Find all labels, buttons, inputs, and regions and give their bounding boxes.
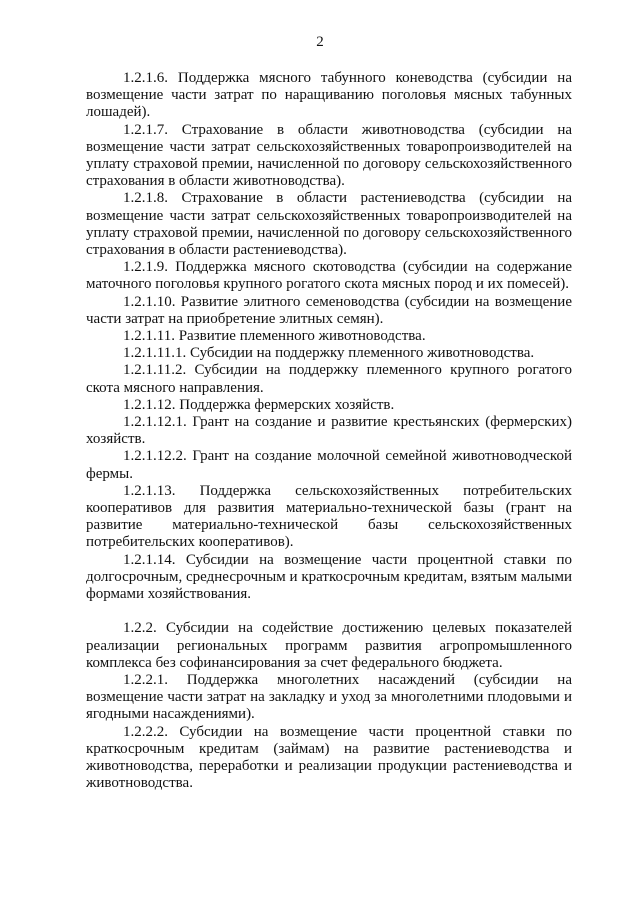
page-number: 2	[316, 34, 324, 50]
paragraph-1-2-1-12-2: 1.2.1.12.2. Грант на создание молочной семейной животноводческой фермы.	[86, 448, 572, 482]
paragraph-1-2-1-12: 1.2.1.12. Поддержка фермерских хозяйств.	[123, 396, 395, 413]
paragraph-1-2-1-7: 1.2.1.7. Страхование в области животноводства (субсидии на возмещение части затрат сельскохозяйственных товаропроизводителей на уплату страховой премии, начисленной по договору сельскохозяйственного страхования в области животноводства).	[86, 121, 572, 190]
paragraph-1-2-2: 1.2.2. Субсидии на содействие достижению целевых показателей реализации региональных программ развития агропромышленного комплекса без софинансирования за счет федерального бюджета.	[86, 620, 572, 671]
paragraph-1-2-1-11: 1.2.1.11. Развитие племенного животноводства.	[123, 328, 426, 345]
paragraph-1-2-1-13: 1.2.1.13. Поддержка сельскохозяйственных потребительских кооперативов для развития материально-технической базы (грант на развитие материально-технической базы сельскохозяйственных потребительских кооперативов).	[86, 482, 572, 551]
paragraph-1-2-1-6: 1.2.1.6. Поддержка мясного табунного коневодства (субсидии на возмещение части затрат по наращиванию поголовья мясных табунных лошадей).	[86, 70, 572, 121]
paragraph-1-2-2-1: 1.2.2.1. Поддержка многолетних насаждений (субсидии на возмещение части затрат на закладку и уход за многолетними плодовыми и ягодными насаждениями).	[86, 671, 572, 723]
document-body	[86, 70, 572, 792]
paragraph-1-2-1-11-2: 1.2.1.11.2. Субсидии на поддержку племенного крупного рогатого скота мясного направления.	[86, 362, 572, 396]
paragraph-1-2-1-12-1: 1.2.1.12.1. Грант на создание и развитие крестьянских (фермерских) хозяйств.	[86, 414, 572, 448]
paragraph-1-2-1-9: 1.2.1.9. Поддержка мясного скотоводства (субсидии на содержание маточного поголовья крупного рогатого скота мясных пород и их помесей).	[86, 259, 572, 293]
paragraph-1-2-1-11-1: 1.2.1.11.1. Субсидии на поддержку племенного животноводства.	[123, 345, 535, 362]
paragraph-1-2-1-8: 1.2.1.8. Страхование в области растениеводства (субсидии на возмещение части затрат сельскохозяйственных товаропроизводителей на уплату страховой премии, начисленной по договору сельскохозяйственного страхования в области растениеводства).	[86, 190, 572, 259]
paragraph-1-2-1-14: 1.2.1.14. Субсидии на возмещение части процентной ставки по долгосрочным, среднесрочным и краткосрочным кредитам, взятым малыми формами хозяйствования.	[86, 551, 572, 603]
paragraph-1-2-2-2: 1.2.2.2. Субсидии на возмещение части процентной ставки по краткосрочным кредитам (займам) на развитие растениеводства и животноводства, переработки и реализации продукции растениеводства и животноводства.	[86, 723, 572, 792]
paragraph-1-2-1-10: 1.2.1.10. Развитие элитного семеноводства (субсидии на возмещение части затрат на приобретение элитных семян).	[86, 293, 572, 327]
